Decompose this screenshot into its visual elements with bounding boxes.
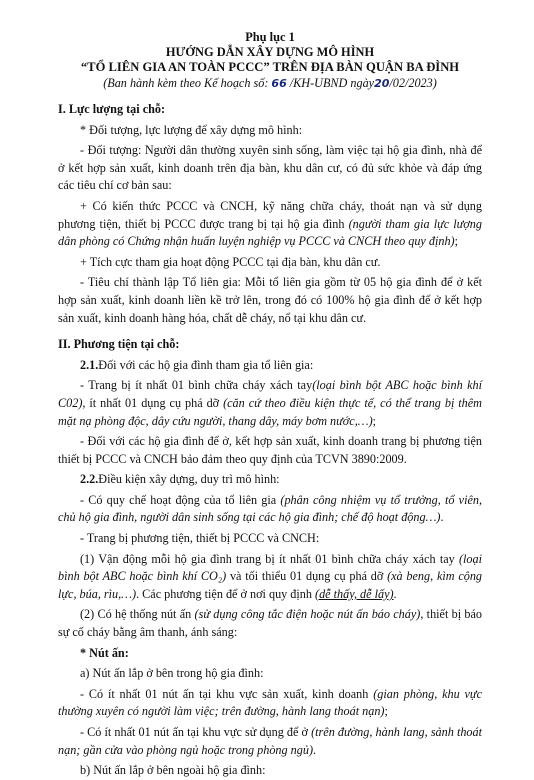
section-1-heading: I. Lực lượng tại chỗ: — [58, 102, 166, 116]
para-3-end: ; — [454, 234, 459, 249]
document-title-line2: “TỔ LIÊN GIA AN TOÀN PCCC” TRÊN ĐỊA BÀN QUẬN BA ĐÌNH — [80, 60, 460, 74]
plan-number-handwritten: 66 — [271, 77, 287, 90]
para-text: ; — [372, 413, 377, 428]
subsection-2-2 — [58, 471, 482, 489]
para-3-italic: (người tham gia lực lượng dân phòng có Chứng nhận huấn luyện nghiệp vụ PCCC và CNCH theo quy định) — [58, 216, 482, 249]
subtitle-suffix: /02/2023) — [389, 76, 437, 90]
para-italic: (xà beng, kìm cộng lực, búa, rìu,…) — [58, 569, 483, 601]
para-italic: (sử dụng công tắc điện hoặc nút ấn báo cháy) — [194, 607, 421, 622]
para-text: . — [440, 510, 444, 525]
para-italic: (trên đường, hành lang, sảnh thoát nạn; gần cửa vào phòng ngủ hoặc trong phòng ngủ) — [58, 725, 483, 757]
subsection-2-1 — [58, 357, 482, 375]
section-1-para-2: - Đối tượng: Người dân thường xuyên sinh sống, làm việc tại hộ gia đình, nhà để ở kết hợp sản xuất, kinh doanh trên địa bàn, khu dân cư, có đủ sức khỏe và đáp ứng các tiêu chí cơ bản sau: — [58, 143, 482, 193]
para-text: - Trang bị ít nhất 01 bình chữa cháy xách tay — [80, 378, 313, 393]
subsection-2-1-text: Đối với các hộ gia đình tham gia tổ liên gia: — [98, 357, 314, 372]
push-button-heading: * Nút ấn: — [80, 645, 129, 660]
para-italic: (căn cứ theo điều kiện thực tế, có thể trang bị thêm mặt nạ phòng độc, dây cứu người, thang dây, máy bơm nước,…) — [58, 395, 482, 428]
section-2-para-3 — [58, 492, 482, 527]
item-a-2 — [58, 724, 482, 759]
subtitle-middle: /KH-UBND ngày — [286, 76, 375, 90]
document-title-line1: HƯỚNG DẪN XÂY DỰNG MÔ HÌNH — [165, 45, 375, 59]
para-italic: (loại bình bột ABC hoặc bình khí CO₂) — [58, 551, 482, 584]
para-text: ; — [384, 704, 388, 719]
section-2-para-6 — [58, 606, 482, 641]
item-a: a) Nút ấn lắp ở bên trong hộ gia đình: — [80, 666, 264, 681]
para-text: . Các phương tiện để ở nơi quy định — [136, 586, 316, 601]
appendix-label: Phụ lục 1 — [245, 30, 295, 44]
subtitle-prefix: (Ban hành kèm theo Kế hoạch số: — [103, 76, 272, 90]
subsection-2-2-label: 2.2. — [80, 472, 99, 487]
para-text: . — [313, 742, 317, 757]
para-italic: (loại bình bột ABC hoặc bình khí C02) — [58, 378, 482, 410]
para-italic: (phân công nhiệm vụ tổ trưởng, tổ viên, chủ hộ gia đình, người dân sinh sống tại các hộ gia đình; chế độ hoạt động…) — [58, 492, 483, 525]
para-text: , thiết bị báo sự cố cháy bằng âm thanh, ánh sáng: — [58, 607, 483, 640]
para-text: - Có ít nhất 01 nút ấn tại khu vực sử dụng để ở — [80, 725, 312, 739]
item-b: b) Nút ấn lắp ở bên ngoài hộ gia đình: — [80, 763, 266, 778]
section-1-para-3 — [58, 198, 482, 251]
para-italic: (dễ thấy, dễ lấy) — [315, 586, 394, 601]
section-2-para-4: - Trang bị phương tiện, thiết bị PCCC và CNCH: — [80, 531, 320, 546]
section-1-para-1: * Đối tượng, lực lượng để xây dựng mô hình: — [80, 122, 303, 137]
section-2-heading: II. Phương tiện tại chỗ: — [58, 337, 180, 352]
section-2-para-1 — [58, 377, 482, 430]
section-1-para-4: + Tích cực tham gia hoạt động PCCC tại địa bàn, khu dân cư. — [80, 254, 381, 269]
para-text: (2) Có hệ thống nút ấn — [80, 607, 195, 622]
para-text: - Có ít nhất 01 nút ấn tại khu vực sản xuất, kinh doanh — [80, 686, 374, 701]
para-3-text: + Có kiến thức PCCC và CNCH, kỹ năng chữa cháy, thoát nạn và sử dụng phương tiện, thiết bị PCCC được trang bị tại hộ gia đình — [58, 198, 482, 231]
para-text: (1) Vận động mỗi hộ gia đình trang bị ít nhất 01 bình chữa cháy xách tay — [80, 551, 459, 566]
date-handwritten: 20 — [374, 77, 390, 90]
subsection-2-1-label: 2.1. — [80, 357, 99, 372]
para-italic: (gian phòng, khu vực thường xuyên có người làm việc; trên đường, hành lang thoát nạn) — [58, 686, 482, 719]
para-text: , ít nhất 01 dụng cụ phá dỡ — [82, 395, 224, 410]
para-text: và tối thiểu 01 dụng cụ phá dỡ — [226, 569, 388, 584]
item-a-1 — [58, 686, 482, 721]
para-text: . — [393, 586, 397, 601]
section-2-para-2: - Đối với các hộ gia đình để ở, kết hợp sản xuất, kinh doanh trang bị phương tiện thiết bị PCCC và CNCH bảo đảm theo quy định của TCVN 3890:2009. — [58, 434, 482, 466]
document-subtitle — [58, 75, 482, 92]
section-2-para-5 — [58, 551, 482, 604]
section-1-para-5: - Tiêu chí thành lập Tổ liên gia: Mỗi tổ liên gia gồm từ 05 hộ gia đình để ở kết hợp sản xuất, kinh doanh liền kề trở lên, trong đó có 100% hộ gia đình để ở kết hợp sản xuất, kinh doanh hàng hóa, chất dễ cháy, nổ tại khu dân cư. — [58, 275, 482, 325]
subsection-2-2-text: Điều kiện xây dựng, duy trì mô hình: — [98, 472, 280, 487]
para-text: - Có quy chế hoạt động của tổ liên gia — [80, 492, 281, 507]
